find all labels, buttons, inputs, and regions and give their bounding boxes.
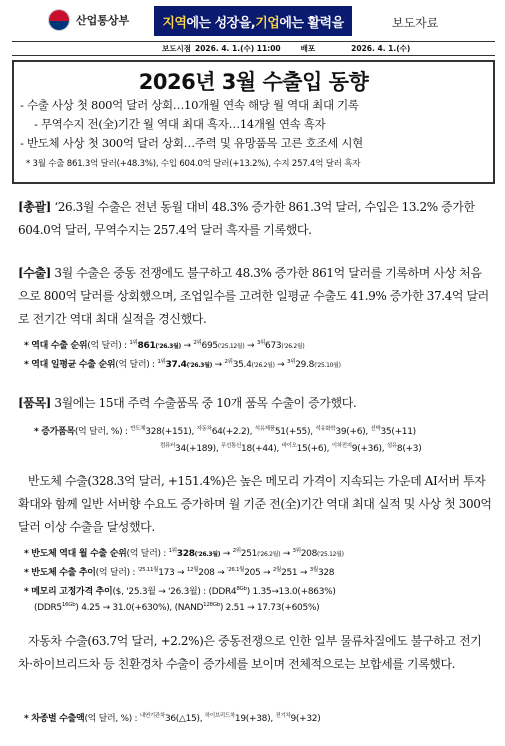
vehicle-value-2: 19 <box>234 714 246 724</box>
rank-1-date: ('26.3월) <box>155 343 181 350</box>
vehicle-change-2: (+38) <box>245 714 271 724</box>
item-value: 35 <box>380 427 392 437</box>
export-text: 3월 수출은 중동 전쟁에도 불구하고 48.3% 증가한 861억 달러를 기록하며 사상 처음으로 800억 달러를 상회했으며, 조업일수를 고려한 일평균 수출도 41.9% 증가한 37.4억 달러로 전기간 역대 최대 실적을 경신했다. <box>18 266 489 326</box>
overview-text: ‘26.3월 수출은 전년 동월 대비 48.3% 증가한 861.3억 달러, 수입은 13.2% 증가한 604.0억 달러, 무역수지는 257.4억 달러 흑자를 기록했다. <box>18 200 475 237</box>
increase-items-bullet <box>34 424 416 437</box>
items-row-1: $^{반도체}$328(+151), $^{자동차}$64(+2.2), $^{석유제품}$51(+55), $^{석유화학}$39(+6), $^{선박}$35(+11) <box>130 426 416 437</box>
rank-3: 3위 <box>292 548 301 554</box>
value-3: 205 <box>244 568 261 578</box>
doc-type: 보도자료 <box>392 16 439 30</box>
item-name: 반도체 <box>130 426 146 432</box>
item-name: 석유화학 <box>315 426 336 432</box>
release-time-value: 2026. 4. 1.(수) 11:00 <box>194 44 281 53</box>
rank-2-date: ('25.12월) <box>217 343 245 350</box>
semi-rank-bullet: * 반도체 역대 월 수출 순위(억 달러) : $^{1위}$328('26.3월) → $^{2위}$251('26.2월) → $^{3위}$208('25.12월) <box>24 548 344 559</box>
item-value: 328 <box>145 427 162 437</box>
export-tag: [수출] <box>18 266 51 280</box>
distribution-label: 배포 <box>300 44 316 53</box>
bullet-unit: (억 달러) <box>87 341 122 351</box>
item-change: (+189) <box>185 444 216 454</box>
item-entry <box>387 444 422 454</box>
item-change: (+55) <box>285 427 311 437</box>
item-entry <box>221 444 276 454</box>
item-change: (+6) <box>307 444 327 454</box>
daily-rank-bullet: * 역대 일평균 수출 순위(억 달러) : $^{1위}$37.4('26.3월) → $^{2위}$35.4('26.2월) → $^{3위}$29.8('25.10월) <box>24 359 341 370</box>
item-entry <box>332 444 382 454</box>
item-value: 39 <box>335 427 347 437</box>
bullet-label: * 역대 수출 순위 <box>24 341 88 351</box>
rank-1-date: ('26.3월) <box>186 362 213 369</box>
slogan-banner <box>154 6 352 36</box>
subheadline-2: - 무역수지 전(全)기간 월 역대 최대 흑자…14개월 연속 흑자 <box>34 117 326 131</box>
bullet-label: * 증가품목 <box>34 427 75 437</box>
item-entry <box>130 427 191 437</box>
item-entry <box>255 427 310 437</box>
headline-box <box>12 60 495 184</box>
memory-price-row2 <box>34 602 319 613</box>
vehicle-type-3: 전기차 <box>275 713 291 719</box>
subheadline-1: - 수출 사상 첫 800억 달러 상회…10개월 연속 해당 월 역대 최대 기록 <box>20 98 359 112</box>
items-tag: [품목] <box>18 396 51 410</box>
bullet-unit: (억 달러, %) : <box>84 714 138 724</box>
rank-1-date: ('26.3월) <box>194 551 221 558</box>
ddr5-capacity: 16Gb <box>61 602 76 608</box>
period-4: 2월 <box>272 567 282 573</box>
rank-1-value: 37.4 <box>165 360 187 370</box>
bullet-unit: (억 달러) : <box>95 568 136 578</box>
bullet-unit: (억 달러) <box>115 360 150 370</box>
ministry-logo <box>48 9 129 31</box>
item-change: (+11) <box>391 427 416 437</box>
ministry-name: 산업통상부 <box>76 14 130 27</box>
period-3: '26.1월 <box>226 567 245 573</box>
item-name: 이차전지 <box>331 443 352 449</box>
item-name: 컴퓨터 <box>160 443 176 449</box>
slogan-part: 에는 성장을, <box>186 15 256 31</box>
release-info <box>12 41 495 56</box>
rank-3-value: 673 <box>265 341 282 351</box>
rank-3: 3위 <box>287 359 296 365</box>
bullet-unit: ($, '25.3월 → '26.3월) : <box>112 587 206 597</box>
item-name: 섬유 <box>386 443 397 449</box>
item-entry <box>197 427 250 437</box>
rank-2: 2위 <box>193 340 202 346</box>
item-name: 무선통신 <box>220 443 242 449</box>
item-name: 바이오 <box>281 443 297 449</box>
rank-3-date: ('25.12월) <box>317 551 344 558</box>
rank-2-date: ('26.2월) <box>257 551 281 558</box>
rank-1: 1위 <box>129 340 138 346</box>
rank-1-value: 861 <box>137 341 156 351</box>
nand-capacity: 128Gb <box>203 602 220 608</box>
rank-3: 3위 <box>256 340 266 346</box>
vehicle-change-1: (△15) <box>175 714 200 724</box>
item-value: 51 <box>274 427 286 437</box>
item-value: 9 <box>351 444 358 454</box>
item-value: 64 <box>211 427 223 437</box>
period-5: 3월 <box>309 567 318 573</box>
nand-label: (NAND <box>174 603 204 613</box>
value-1: 173 <box>158 568 175 578</box>
slogan-part: 에는 활력을 <box>279 15 344 31</box>
bullet-label: * 역대 일평균 수출 순위 <box>24 360 116 370</box>
rank-3-value: 29.8 <box>295 360 315 370</box>
rank-3-date: ('26.2월) <box>281 343 305 350</box>
item-entry <box>282 444 327 454</box>
period-1: '25.11월 <box>137 567 159 573</box>
ddr4-value: ) 1.35→13.0(+863%) <box>246 587 336 597</box>
value-2: 208 <box>198 568 215 578</box>
bullet-unit: (억 달러) : <box>126 549 166 559</box>
item-change: (+151) <box>161 427 192 437</box>
vehicle-value-3: 9 <box>290 714 296 724</box>
items-paragraph <box>18 392 492 415</box>
taegeuk-icon <box>48 9 70 31</box>
rank-1: 1위 <box>168 548 177 554</box>
rank-2-value: 251 <box>240 549 258 559</box>
ddr4-capacity: 8Gb <box>236 586 247 592</box>
rank-3-value: 208 <box>300 549 318 559</box>
rank-2-value: 695 <box>201 341 218 351</box>
item-value: 8 <box>396 444 403 454</box>
items-text: 3월에는 15대 주력 수출품목 중 10개 품목 수출이 증가했다. <box>50 396 357 410</box>
release-time-label: 보도시점 <box>162 44 191 53</box>
items-row-2: $^{컴퓨터}$34(+189), $^{무선통신}$18(+44), $^{바이오}$15(+6), $^{이차전지}$9(+36), $^{섬유}$8(+3) <box>160 443 422 454</box>
bullet-label: * 차종별 수출액 <box>24 714 85 724</box>
vehicle-type-2: 하이브리드차 <box>204 713 235 719</box>
bullet-label: * 반도체 역대 월 수출 순위 <box>24 549 127 559</box>
rank-2-date: ('26.2월) <box>251 362 275 369</box>
item-name: 석유제품 <box>254 426 275 432</box>
vehicle-type-1: 내연기관차 <box>139 713 165 719</box>
automobile-paragraph: 자동차 수출(63.7억 달러, +2.2%)은 중동전쟁으로 인한 일부 물류차질에도 불구하고 전기차·하이브리드차 등 친환경차 수출이 증가세를 보이며 전체적으로는 보합세를 기록했다. <box>18 634 482 671</box>
item-value: 18 <box>241 444 252 454</box>
rank-2: 2위 <box>224 359 233 365</box>
ddr5-label: (DDR5 <box>34 603 62 613</box>
bullet-label: * 메모리 고정가격 추이 <box>24 587 113 597</box>
increase-items-row2 <box>160 441 421 454</box>
page-title: 2026년 3월 수출입 동향 <box>138 70 369 94</box>
ddr5-value: ) 4.25 → 31.0(+630%), <box>75 603 172 613</box>
item-change: (+44) <box>251 444 277 454</box>
rank-1: 1위 <box>157 359 166 365</box>
memory-price-bullet <box>24 584 336 597</box>
item-entry <box>315 427 365 437</box>
rank-1-value: 328 <box>176 549 195 559</box>
semiconductor-paragraph: 반도체 수출(328.3억 달러, +151.4%)은 높은 메모리 가격이 지속되는 가운데 AI서버 투자 확대와 함께 일반 서버향 수요도 증가하며 월 기준 전(全)기간 역대 최대 실적 및 사상 첫 300억 달러 이상 수출을 달성했다. <box>18 474 492 534</box>
item-entry <box>160 444 216 454</box>
slogan-part: 지역 <box>162 15 187 31</box>
rank-2: 2위 <box>232 548 241 554</box>
nand-value: ) 2.51 → 17.73(+605%) <box>219 603 320 613</box>
vehicle-value-1: 36 <box>164 714 176 724</box>
header <box>12 6 495 38</box>
value-4: 251 <box>281 568 298 578</box>
rank-3-date: ('25.10월) <box>314 362 341 369</box>
item-name: 자동차 <box>196 426 212 432</box>
item-change: (+36) <box>357 444 382 454</box>
vehicle-change-3: (+32) <box>295 714 321 724</box>
item-change: (+3) <box>402 444 422 454</box>
item-name: 선박 <box>370 426 381 432</box>
overview-paragraph <box>18 196 492 242</box>
slogan-part: 기업 <box>255 15 280 31</box>
ddr4-label: (DDR4 <box>208 587 237 597</box>
rank-2-value: 35.4 <box>232 360 252 370</box>
bullet-label: * 반도체 수출 추이 <box>24 568 96 578</box>
distribution-value: 2026. 4. 1.(수) <box>351 44 411 53</box>
vehicle-type-bullet: * 차종별 수출액(억 달러, %) : $^{내연기관차}$36(△15), $^{하이브리드차}$19(+38), $^{전기차}$9(+32) <box>24 713 321 724</box>
item-value: 34 <box>175 444 186 454</box>
item-entry <box>370 427 415 437</box>
semi-trend-bullet: * 반도체 수출 추이(억 달러) : $^{'25.11월}$173 → $^{12월}$208 → $^{'26.1월}$205 → $^{2월}$251 → $^{3월}$328 <box>24 567 335 578</box>
overview-tag: [총괄] <box>18 200 51 214</box>
period-2: 12월 <box>186 567 199 573</box>
headline-summary: * 3월 수출 861.3억 달러(+48.3%), 수입 604.0억 달러(+13.2%), 수지 257.4억 달러 흑자 <box>26 159 361 169</box>
item-change: (+6) <box>346 427 366 437</box>
export-paragraph <box>18 262 492 331</box>
subheadline-3: - 반도체 사상 첫 300억 달러 상회…주력 및 유망품목 고른 호조세 시현 <box>20 136 363 150</box>
value-5: 328 <box>317 568 335 578</box>
export-rank-bullet: * 역대 수출 순위(억 달러) : $^{1위}$861('26.3월) → $^{2위}$695('25.12월) → $^{3위}$673('26.2월) <box>24 340 305 351</box>
bullet-unit: (억 달러, %) : <box>74 427 128 437</box>
item-value: 15 <box>296 444 308 454</box>
item-change: (+2.2) <box>222 427 250 437</box>
